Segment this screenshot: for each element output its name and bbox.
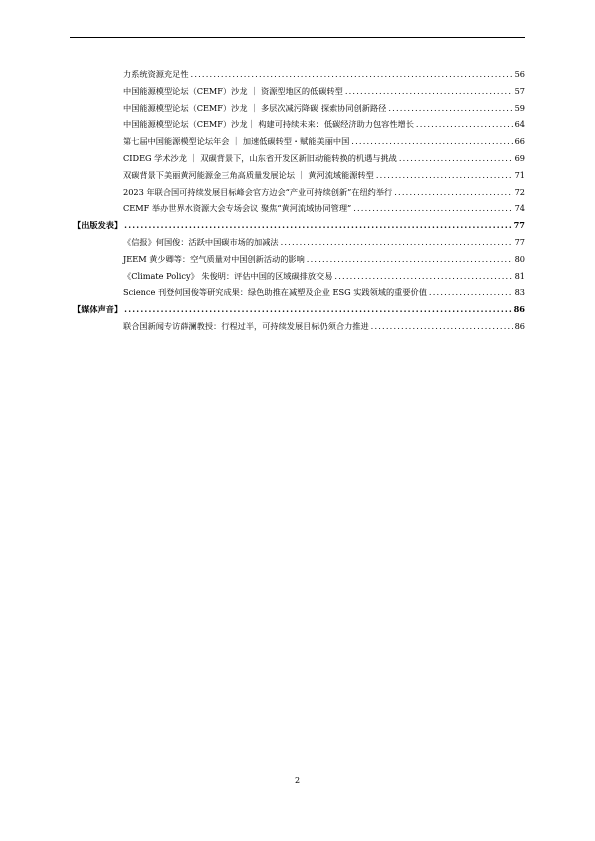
toc-entry-title: 【出版发表】 [73, 220, 123, 231]
toc-entry[interactable] [70, 66, 525, 83]
dot-leader [281, 234, 513, 251]
dot-leader [307, 251, 513, 268]
toc-entry-title: 【媒体声音】 [73, 304, 123, 315]
toc-entry-page: 74 [514, 203, 525, 214]
dot-leader [416, 116, 513, 133]
toc-entry-title: 《信报》何国俊：活跃中国碳市场的加减法 [123, 236, 279, 247]
toc-entry[interactable] [70, 184, 525, 201]
toc-entry[interactable] [70, 284, 525, 301]
dot-leader [351, 133, 512, 150]
dot-leader [388, 100, 512, 117]
dot-leader [429, 284, 513, 301]
dot-leader [191, 66, 513, 83]
dot-leader [353, 200, 512, 217]
toc-entry[interactable] [70, 100, 525, 117]
dot-leader [399, 150, 513, 167]
toc-entry-title: CEMF 举办世界水资源大会专场会议 聚焦“黄河流域协同管理” [123, 203, 352, 214]
toc-entry-title: 《Climate Policy》 朱俊明：评估中国的区域碳排放交易 [123, 270, 333, 281]
toc-entry-page: 77 [514, 236, 525, 247]
toc-entry-title: 2023 年联合国可持续发展目标峰会官方边会“产业可持续创新”在纽约举行 [123, 186, 393, 197]
toc-section-heading[interactable] [70, 217, 525, 234]
toc-entry-page: 86 [514, 320, 525, 331]
toc-entry-page: 57 [514, 85, 525, 96]
toc-entry[interactable] [70, 116, 525, 133]
toc-entry-title: 第七届中国能源模型论坛年会 ｜ 加速低碳转型・赋能美丽中国 [123, 136, 350, 147]
toc-entry[interactable] [70, 268, 525, 285]
toc-entry-page: 86 [513, 304, 525, 315]
toc-entry-title: 双碳背景下美丽黄河能源金三角高质量发展论坛 ｜ 黄河流域能源转型 [123, 169, 374, 180]
toc-entry[interactable] [70, 200, 525, 217]
toc-entry-page: 83 [514, 287, 525, 298]
toc-entry-page: 71 [514, 169, 525, 180]
dot-leader [345, 83, 513, 100]
toc-entry[interactable] [70, 251, 525, 268]
toc-entry[interactable] [70, 167, 525, 184]
header-rule [70, 37, 525, 38]
dot-leader [376, 167, 513, 184]
dot-leader [124, 217, 511, 234]
toc-entry-title: 中国能源模型论坛（CEMF）沙龙 ｜ 多层次减污降碳 探索协同创新路径 [123, 102, 387, 113]
toc-entry-title: JEEM 黄少卿等：空气质量对中国创新活动的影响 [123, 253, 305, 264]
dot-leader [394, 184, 512, 201]
table-of-contents [70, 66, 525, 335]
toc-entry-title: 中国能源模型论坛（CEMF）沙龙 ｜ 资源型地区的低碳转型 [123, 85, 343, 96]
toc-entry-page: 66 [514, 136, 525, 147]
toc-entry-page: 77 [513, 220, 525, 231]
page-number: 2 [294, 776, 301, 785]
toc-entry-title: 力系统资源充足性 [123, 69, 189, 79]
toc-entry-title: 联合国新闻专访薛澜教授：行程过半，可持续发展目标仍须合力推进 [123, 320, 369, 331]
toc-entry[interactable] [70, 150, 525, 167]
toc-entry-page: 72 [514, 186, 525, 197]
toc-entry-page: 59 [514, 102, 525, 113]
dot-leader [371, 318, 513, 335]
toc-entry-page: 56 [514, 69, 525, 79]
toc-entry-page: 81 [514, 270, 525, 281]
toc-entry-page: 80 [514, 253, 525, 264]
toc-entry[interactable] [70, 83, 525, 100]
toc-entry-title: CIDEG 学术沙龙 ｜ 双碳背景下，山东省开发区新旧动能转换的机遇与挑战 [123, 152, 397, 163]
dot-leader [124, 301, 511, 318]
toc-entry[interactable] [70, 318, 525, 335]
toc-entry-title: Science 刊登何国俊等研究成果：绿色助推在减塑及企业 ESG 实践领域的重要价值 [123, 287, 427, 298]
dot-leader [334, 268, 512, 285]
toc-entry[interactable] [70, 133, 525, 150]
toc-entry-page: 69 [514, 152, 525, 163]
toc-entry-page: 64 [514, 119, 525, 130]
toc-entry[interactable] [70, 234, 525, 251]
toc-section-heading[interactable] [70, 301, 525, 318]
toc-entry-title: 中国能源模型论坛（CEMF）沙龙｜ 构建可持续未来：低碳经济助力包容性增长 [123, 119, 414, 130]
